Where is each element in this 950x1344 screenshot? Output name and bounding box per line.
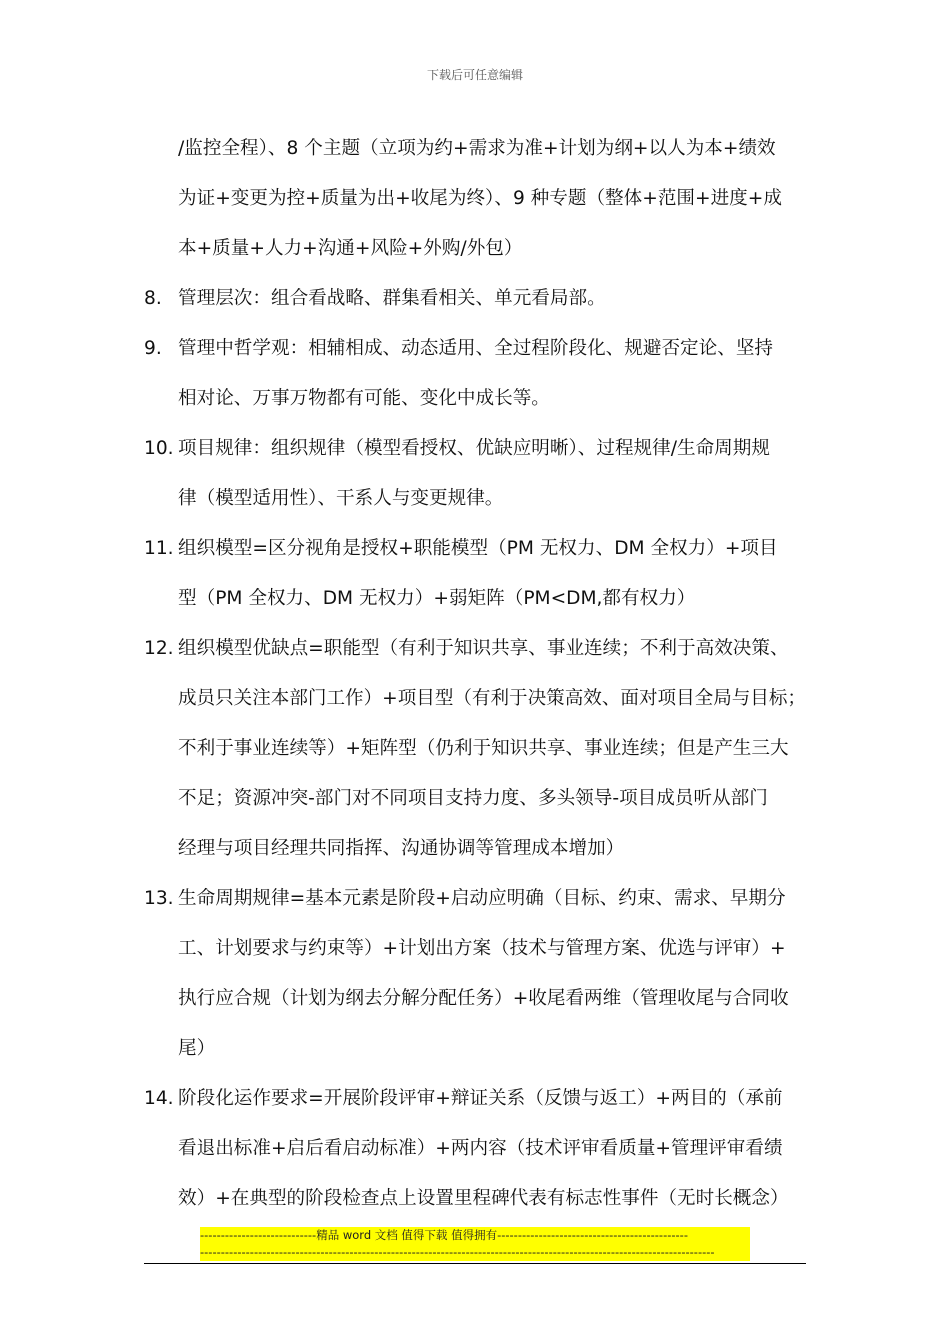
list-number: 10. xyxy=(144,438,174,459)
text-line xyxy=(0,274,950,324)
text-line xyxy=(0,124,950,174)
line-text: 尾） xyxy=(178,1038,216,1059)
text-line xyxy=(0,524,950,574)
line-text: 不利于事业连续等）+矩阵型（仍利于知识共享、事业连续；但是产生三大 xyxy=(178,738,789,759)
list-number: 14. xyxy=(144,1088,174,1109)
text-line xyxy=(0,324,950,374)
text-line xyxy=(0,624,950,674)
text-line xyxy=(0,1174,950,1224)
text-line xyxy=(0,1024,950,1074)
footer-rule xyxy=(144,1263,806,1264)
text-line xyxy=(0,474,950,524)
text-line xyxy=(0,724,950,774)
line-text: 型（PM 全权力、DM 无权力）+弱矩阵（PM<DM,都有权力） xyxy=(178,588,696,609)
line-text: 工、计划要求与约束等）+计划出方案（技术与管理方案、优选与评审）+ xyxy=(178,938,786,959)
text-line xyxy=(0,924,950,974)
line-text: 生命周期规律=基本元素是阶段+启动应明确（目标、约束、需求、早期分 xyxy=(178,888,786,909)
line-text: 经理与项目经理共同指挥、沟通协调等管理成本增加） xyxy=(178,838,625,859)
text-line xyxy=(0,774,950,824)
footer-banner-text: ----------------------------精品 word 文档 值得下载 值得拥有---------------------------------------------- xyxy=(200,1228,688,1242)
page-header: 下载后可任意编辑 xyxy=(426,68,523,82)
list-number: 13. xyxy=(144,888,174,909)
footer-dash-line: ---------------------------------------------------------------------------------------------------------------------------- xyxy=(200,1245,715,1259)
text-line xyxy=(0,674,950,724)
text-line xyxy=(0,374,950,424)
line-text: 成员只关注本部门工作）+项目型（有利于决策高效、面对项目全局与目标； xyxy=(178,688,806,709)
line-text: 组织模型=区分视角是授权+职能模型（PM 无权力、DM 全权力）+项目 xyxy=(178,538,778,559)
line-text: 效）+在典型的阶段检查点上设置里程碑代表有标志性事件（无时长概念） xyxy=(178,1188,789,1209)
text-line xyxy=(0,824,950,874)
line-text: 相对论、万事万物都有可能、变化中成长等。 xyxy=(178,388,550,409)
line-text: 律（模型适用性）、干系人与变更规律。 xyxy=(178,488,504,509)
line-text: 本+质量+人力+沟通+风险+外购/外包） xyxy=(178,238,523,259)
line-text: /监控全程）、8 个主题（立项为约+需求为准+计划为纲+以人为本+绩效 xyxy=(178,138,776,159)
text-line xyxy=(0,1074,950,1124)
line-text: 为证+变更为控+质量为出+收尾为终）、9 种专题（整体+范围+进度+成 xyxy=(178,188,782,209)
line-text: 管理中哲学观：相辅相成、动态适用、全过程阶段化、规避否定论、坚持 xyxy=(178,338,774,359)
line-text: 管理层次：组合看战略、群集看相关、单元看局部。 xyxy=(178,288,606,309)
line-text: 组织模型优缺点=职能型（有利于知识共享、事业连续；不利于高效决策、 xyxy=(178,638,789,659)
text-line xyxy=(0,174,950,224)
line-text: 项目规律：组织规律（模型看授权、优缺应明晰）、过程规律/生命周期规 xyxy=(178,438,770,459)
line-text: 阶段化运作要求=开展阶段评审+辩证关系（反馈与返工）+两目的（承前 xyxy=(178,1088,783,1109)
text-line xyxy=(0,224,950,274)
line-text: 执行应合规（计划为纲去分解分配任务）+收尾看两维（管理收尾与合同收 xyxy=(178,988,789,1009)
list-number: 12. xyxy=(144,638,174,659)
text-line xyxy=(0,424,950,474)
text-line xyxy=(0,974,950,1024)
list-number: 11. xyxy=(144,538,174,559)
line-text: 不足；资源冲突-部门对不同项目支持力度、多头领导-项目成员听从部门 xyxy=(178,788,768,809)
list-number: 9. xyxy=(144,338,162,359)
list-number: 8. xyxy=(144,288,162,309)
text-line xyxy=(0,574,950,624)
line-text: 看退出标准+启后看启动标准）+两内容（技术评审看质量+管理评审看绩 xyxy=(178,1138,783,1159)
text-line xyxy=(0,874,950,924)
text-line xyxy=(0,1124,950,1174)
